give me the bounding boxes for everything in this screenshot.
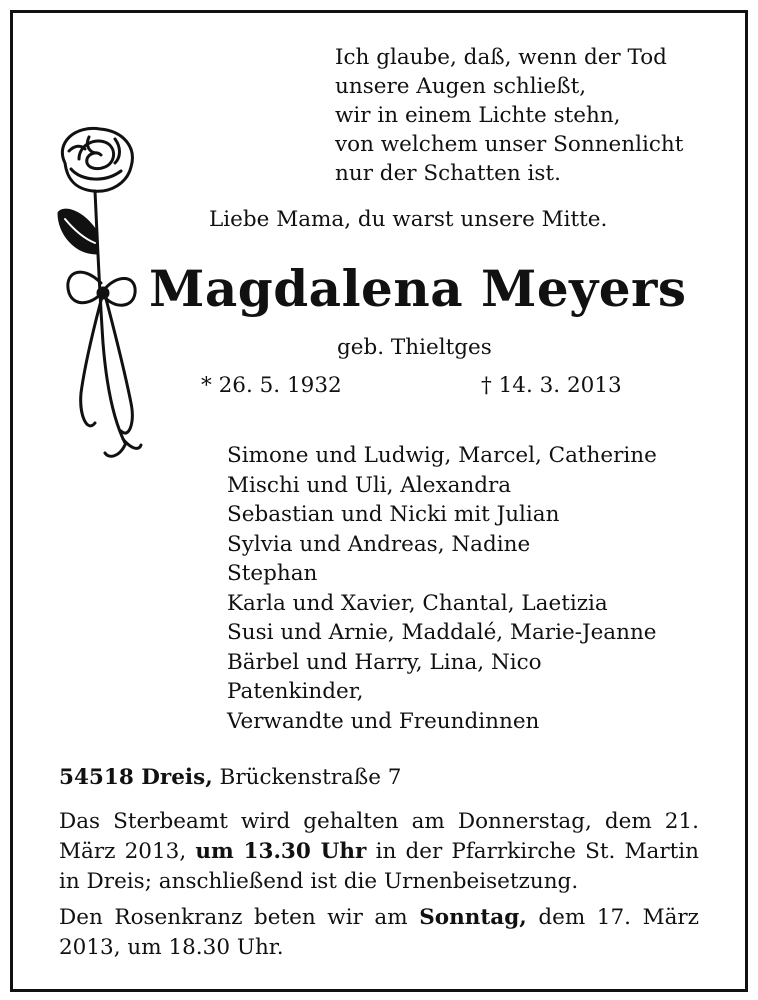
mourner-line: Susi und Arnie, Maddalé, Marie-Jeanne (227, 620, 657, 645)
birth-name: geb. Thieltges (337, 335, 492, 360)
poem-line: von welchem unser Sonnenlicht (335, 132, 684, 157)
birth-date: * 26. 5. 1932 (201, 373, 342, 398)
mourners-list (227, 441, 657, 736)
poem-line: unsere Augen schließt, (335, 74, 587, 99)
mourner-line: Sylvia und Andreas, Nadine (227, 531, 531, 557)
mourner-line: Stephan (227, 561, 318, 586)
address-street: Brückenstraße 7 (219, 765, 402, 790)
service-time: um 13.30 Uhr (195, 839, 367, 864)
poem (335, 43, 683, 188)
mourner-line: Verwandte und Freundinnen (227, 708, 540, 734)
rose-icon (45, 123, 145, 463)
rosary-text: dem 17. März 2013, um 18.30 Uhr. (59, 905, 700, 960)
service-paragraph (59, 807, 699, 897)
mourner-line: Mischi und Uli, Alexandra (227, 472, 512, 498)
service-text: Das Sterbeamt wird gehalten am Donnerstag, dem 21. März 2013, (59, 809, 699, 864)
poem-line: wir in einem Lichte stehn, (335, 103, 621, 128)
address (59, 765, 401, 790)
mourner-line: Karla und Xavier, Chantal, Laetizia (227, 590, 608, 616)
poem-line: Ich glaube, daß, wenn der Tod (335, 45, 667, 70)
service-text: in der Pfarrkirche St. Martin in Dreis; anschließend ist die Urnenbeisetzung. (59, 839, 699, 894)
rosary-paragraph (59, 903, 699, 963)
rosary-day: Sonntag, (419, 905, 527, 930)
deceased-name: Magdalena Meyers (149, 259, 687, 318)
rosary-text: Den Rosenkranz beten wir am (59, 905, 408, 930)
address-place: 54518 Dreis, (59, 765, 213, 790)
tagline: Liebe Mama, du warst unsere Mitte. (209, 207, 608, 232)
mourner-line: Sebastian und Nicki mit Julian (227, 502, 560, 527)
mourner-line: Bärbel und Harry, Lina, Nico (227, 649, 542, 675)
mourner-line: Simone und Ludwig, Marcel, Catherine (227, 443, 657, 468)
poem-line: nur der Schatten ist. (335, 161, 561, 186)
death-date: † 14. 3. 2013 (481, 373, 622, 398)
obituary-frame (10, 10, 748, 992)
mourner-line: Patenkinder, (227, 679, 364, 704)
